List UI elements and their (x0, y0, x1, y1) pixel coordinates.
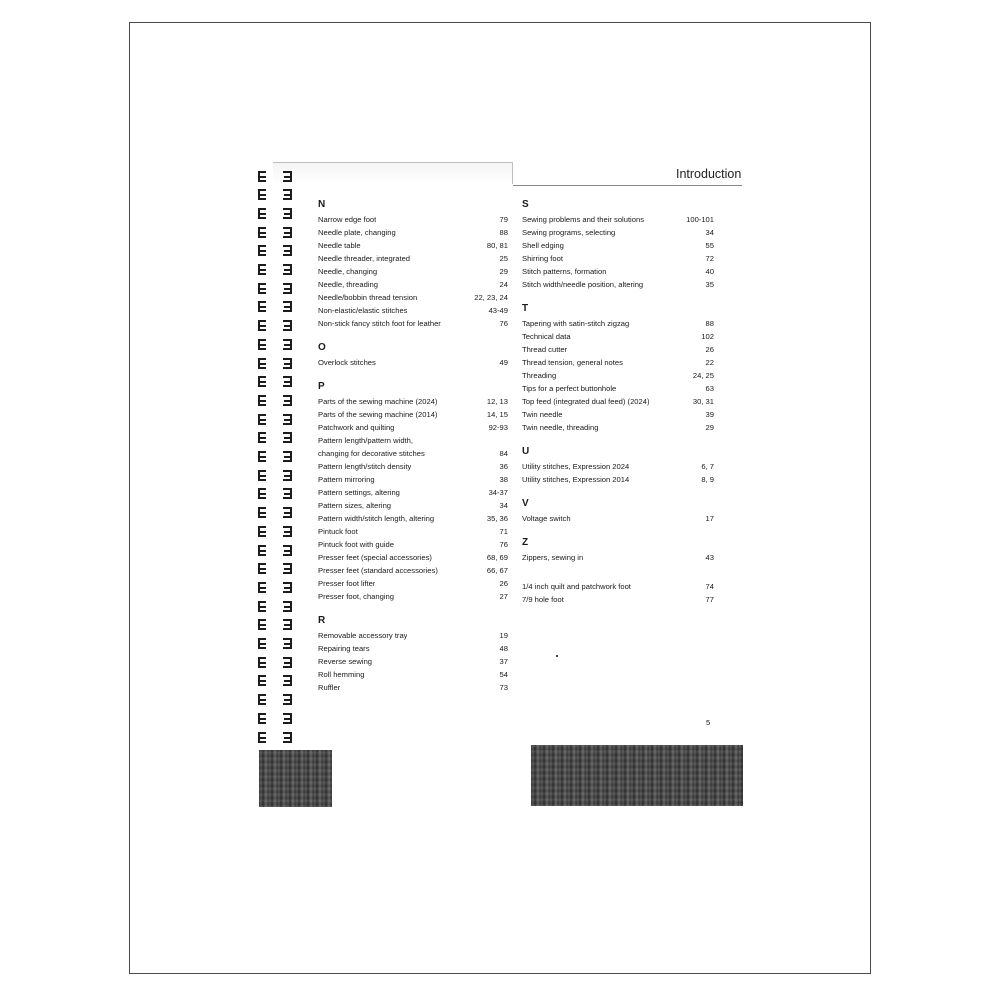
index-entry-text: Needle, threading (318, 280, 378, 289)
coil-left (258, 339, 266, 350)
index-entry (318, 512, 508, 525)
index-entry-text: Sewing programs, selecting (522, 228, 616, 237)
coil-right (283, 283, 292, 294)
index-entry (318, 421, 508, 434)
index-entry (318, 252, 508, 265)
binding-coil (258, 320, 292, 332)
coil-right (283, 376, 292, 387)
index-entry-page: 29 (705, 423, 714, 432)
index-entry-page: 38 (499, 475, 508, 484)
coil-left (258, 451, 266, 462)
index-entry-text: Tips for a perfect buttonhole (522, 384, 617, 393)
binding-coil (258, 282, 292, 294)
index-entry-text: Needle plate, changing (318, 228, 396, 237)
index-entry (522, 512, 714, 525)
coil-right (283, 694, 292, 705)
coil-right (283, 713, 292, 724)
coil-right (283, 395, 292, 406)
index-entry-text: Needle table (318, 241, 361, 250)
coil-left (258, 301, 266, 312)
index-entry-text: Thread cutter (522, 345, 568, 354)
binding-coil (258, 469, 292, 481)
index-entry-page: 17 (705, 514, 714, 523)
index-entry (318, 486, 508, 499)
index-entry-page: 27 (499, 592, 508, 601)
index-entry-page: 29 (499, 267, 508, 276)
index-entry-page: 30, 31 (692, 397, 714, 406)
page-header-title: Introduction (676, 167, 742, 181)
index-entry (318, 681, 508, 694)
index-entry-text: Threading (522, 371, 557, 380)
index-entry-text: 7/9 hole foot (522, 595, 564, 604)
coil-left (258, 320, 266, 331)
index-entry-page: 74 (705, 582, 714, 591)
index-entry (318, 668, 508, 681)
binding-coil (258, 675, 292, 687)
index-entry-page: 14, 15 (486, 410, 508, 419)
index-entry-text: Stitch patterns, formation (522, 267, 607, 276)
coil-right (283, 619, 292, 630)
index-letter-heading: Z (522, 537, 529, 548)
coil-left (258, 732, 266, 743)
index-entry-text: Non-elastic/elastic stitches (318, 306, 408, 315)
page-top-edge (273, 162, 513, 184)
index-entry-text: Parts of the sewing machine (2024) (318, 397, 438, 406)
index-entry-page: 35 (705, 280, 714, 289)
binding-coil (258, 451, 292, 463)
index-entry-text: Utility stitches, Expression 2014 (522, 475, 630, 484)
index-entry-text: Shirring foot (522, 254, 563, 263)
index-entry (522, 239, 714, 252)
index-entry (318, 590, 508, 603)
section-gap (318, 694, 508, 702)
index-entry-page: 40 (705, 267, 714, 276)
index-column-right (522, 195, 714, 614)
coil-left (258, 713, 266, 724)
index-entry-page: 12, 13 (486, 397, 508, 406)
index-entry-page: 8, 9 (701, 475, 714, 484)
index-column-left (318, 195, 508, 702)
coil-left (258, 189, 266, 200)
index-entry-text: Thread tension, general notes (522, 358, 623, 367)
index-entry-page: 66, 67 (486, 566, 508, 575)
index-entry (318, 460, 508, 473)
index-letter-heading: O (318, 342, 326, 353)
index-entry-text: Presser feet (standard accessories) (318, 566, 438, 575)
index-entry-text: Narrow edge foot (318, 215, 377, 224)
section-gap (318, 330, 508, 338)
index-entry-page: 34-37 (488, 488, 508, 497)
index-entry (318, 473, 508, 486)
binding-coil (258, 488, 292, 500)
index-spacer (522, 572, 714, 580)
index-entry (318, 408, 508, 421)
binding-coil (258, 338, 292, 350)
index-entry-page: 22, 23, 24 (474, 293, 508, 302)
index-entry (318, 655, 508, 668)
index-entry-page: 25 (499, 254, 508, 263)
coil-left (258, 526, 266, 537)
index-entry-text: Pattern length/stitch density (318, 462, 412, 471)
coil-left (258, 601, 266, 612)
binding-coil (258, 207, 292, 219)
section-gap (318, 603, 508, 611)
section-gap (522, 434, 714, 442)
index-entry (318, 538, 508, 551)
section-gap (522, 606, 714, 614)
coil-right (283, 507, 292, 518)
index-letter-heading: N (318, 199, 326, 210)
index-entry-text: Pattern mirroring (318, 475, 375, 484)
index-entry (318, 265, 508, 278)
index-letter-heading: V (522, 498, 529, 509)
index-entry (522, 421, 714, 434)
index-entry-page: 22 (705, 358, 714, 367)
coil-left (258, 545, 266, 556)
index-entry (522, 369, 714, 382)
coil-right (283, 582, 292, 593)
coil-right (283, 432, 292, 443)
index-entry-page: 24, 25 (692, 371, 714, 380)
coil-right (283, 657, 292, 668)
coil-right (283, 189, 292, 200)
index-entry-text: Patchwork and quilting (318, 423, 395, 432)
index-entry-page: 76 (499, 319, 508, 328)
index-entry-text: Utility stitches, Expression 2024 (522, 462, 630, 471)
binding-coil (258, 432, 292, 444)
index-entry-text: Pattern width/stitch length, altering (318, 514, 435, 523)
index-entry-page: 80, 81 (486, 241, 508, 250)
spiral-binding (258, 170, 292, 750)
index-entry (318, 395, 508, 408)
coil-left (258, 657, 266, 668)
header-rule (513, 185, 742, 186)
index-entry-page: 43 (705, 553, 714, 562)
scan-shadow-right (531, 745, 743, 806)
index-entry (318, 356, 508, 369)
index-entry-page: 102 (701, 332, 714, 341)
index-entry (522, 593, 714, 606)
index-entry-text: Non-stick fancy stitch foot for leather (318, 319, 441, 328)
index-entry (522, 473, 714, 486)
binding-coil (258, 563, 292, 575)
index-entry-page: 48 (499, 644, 508, 653)
index-entry-text: Stitch width/needle position, altering (522, 280, 644, 289)
index-entry-page: 34 (705, 228, 714, 237)
index-entry-text: Ruffler (318, 683, 341, 692)
index-entry (522, 317, 714, 330)
binding-coil (258, 376, 292, 388)
index-entry-page: 55 (705, 241, 714, 250)
coil-left (258, 488, 266, 499)
coil-right (283, 339, 292, 350)
coil-right (283, 208, 292, 219)
coil-right (283, 245, 292, 256)
section-gap (318, 369, 508, 377)
coil-right (283, 563, 292, 574)
binding-coil (258, 245, 292, 257)
coil-right (283, 638, 292, 649)
index-entry (318, 317, 508, 330)
index-entry (318, 629, 508, 642)
binding-coil (258, 189, 292, 201)
index-entry-text: Pattern sizes, altering (318, 501, 392, 510)
index-entry-text: Top feed (integrated dual feed) (2024) (522, 397, 650, 406)
index-entry-page: 84 (499, 449, 508, 458)
coil-left (258, 171, 266, 182)
coil-right (283, 601, 292, 612)
index-entry-text: Twin needle, threading (522, 423, 599, 432)
index-entry-text: Needle threader, integrated (318, 254, 411, 263)
index-entry (522, 226, 714, 239)
binding-coil (258, 226, 292, 238)
index-entry (522, 265, 714, 278)
index-entry (522, 252, 714, 265)
index-entry (318, 291, 508, 304)
section-gap (522, 486, 714, 494)
index-entry (522, 395, 714, 408)
index-entry (522, 580, 714, 593)
coil-left (258, 470, 266, 481)
index-entry-page: 88 (705, 319, 714, 328)
index-entry-page: 63 (705, 384, 714, 393)
index-letter-heading: T (522, 303, 529, 314)
index-entry-page: 37 (499, 657, 508, 666)
coil-right (283, 358, 292, 369)
index-entry-page: 54 (499, 670, 508, 679)
binding-coil (258, 357, 292, 369)
coil-right (283, 675, 292, 686)
index-entry-page: 92-93 (488, 423, 508, 432)
index-entry (522, 278, 714, 291)
index-entry-page: 34 (499, 501, 508, 510)
coil-right (283, 470, 292, 481)
index-entry (522, 460, 714, 473)
binding-coil (258, 264, 292, 276)
index-entry-text: Removable accessory tray (318, 631, 408, 640)
coil-left (258, 582, 266, 593)
binding-coil (258, 712, 292, 724)
section-gap (522, 291, 714, 299)
index-entry-page: 19 (499, 631, 508, 640)
binding-coil (258, 301, 292, 313)
coil-left (258, 619, 266, 630)
index-entry (318, 577, 508, 590)
index-entry-text: Technical data (522, 332, 571, 341)
index-entry (318, 213, 508, 226)
index-entry-text: Shell edging (522, 241, 564, 250)
coil-right (283, 320, 292, 331)
index-entry-page: 49 (499, 358, 508, 367)
index-entry-text: Pattern length/pattern width, changing for decorative stitches (318, 436, 425, 458)
coil-left (258, 675, 266, 686)
index-entry-text: Roll hemming (318, 670, 365, 679)
coil-left (258, 563, 266, 574)
index-entry-text: Parts of the sewing machine (2014) (318, 410, 438, 419)
index-letter-heading: R (318, 615, 326, 626)
coil-right (283, 451, 292, 462)
binding-coil (258, 656, 292, 668)
binding-coil (258, 525, 292, 537)
index-entry-text: Presser foot, changing (318, 592, 394, 601)
binding-coil (258, 394, 292, 406)
index-entry (522, 356, 714, 369)
index-entry-text: Presser feet (special accessories) (318, 553, 432, 562)
index-entry-text: Repairing tears (318, 644, 370, 653)
page-number: 5 (706, 718, 711, 727)
index-entry (318, 226, 508, 239)
coil-left (258, 638, 266, 649)
index-entry-text: Pintuck foot (318, 527, 358, 536)
coil-right (283, 414, 292, 425)
section-gap (522, 564, 714, 572)
index-entry-page: 77 (705, 595, 714, 604)
index-entry (522, 408, 714, 421)
index-entry-text: Tapering with satin-stitch zigzag (522, 319, 630, 328)
coil-right (283, 488, 292, 499)
index-entry-page: 79 (499, 215, 508, 224)
index-entry (318, 499, 508, 512)
index-entry-page: 24 (499, 280, 508, 289)
coil-right (283, 227, 292, 238)
index-entry (318, 551, 508, 564)
binding-coil (258, 581, 292, 593)
binding-coil (258, 600, 292, 612)
coil-left (258, 358, 266, 369)
coil-left (258, 432, 266, 443)
coil-right (283, 732, 292, 743)
scan-shadow-left (259, 750, 332, 807)
index-entry-text: Overlock stitches (318, 358, 376, 367)
index-entry (318, 278, 508, 291)
index-entry-page: 68, 69 (486, 553, 508, 562)
coil-right (283, 301, 292, 312)
index-entry-page: 76 (499, 540, 508, 549)
index-letter-heading: S (522, 199, 529, 210)
index-entry-page: 43-49 (488, 306, 508, 315)
index-entry-text: Pintuck foot with guide (318, 540, 394, 549)
index-entry-text: Reverse sewing (318, 657, 373, 666)
binding-coil (258, 619, 292, 631)
index-entry (522, 382, 714, 395)
index-entry-text: Zippers, sewing in (522, 553, 584, 562)
coil-right (283, 545, 292, 556)
index-entry-page: 71 (499, 527, 508, 536)
index-entry (522, 330, 714, 343)
index-entry-text: Twin needle (522, 410, 563, 419)
index-entry-page: 88 (499, 228, 508, 237)
index-entry-page: 6, 7 (701, 462, 714, 471)
index-entry-page: 39 (705, 410, 714, 419)
index-entry (522, 213, 714, 226)
index-entry-page: 26 (705, 345, 714, 354)
index-entry (522, 343, 714, 356)
coil-right (283, 171, 292, 182)
index-entry-page: 100-101 (686, 215, 714, 224)
index-entry-text: Needle, changing (318, 267, 378, 276)
coil-left (258, 208, 266, 219)
index-entry-text: 1/4 inch quilt and patchwork foot (522, 582, 631, 591)
binding-coil (258, 638, 292, 650)
index-entry (318, 239, 508, 252)
index-entry-page: 26 (499, 579, 508, 588)
index-entry-text: Presser foot lifter (318, 579, 376, 588)
coil-left (258, 694, 266, 705)
index-entry (522, 551, 714, 564)
coil-left (258, 507, 266, 518)
index-letter-heading: U (522, 446, 530, 457)
index-letter-heading: P (318, 381, 325, 392)
index-entry-page: 36 (499, 462, 508, 471)
index-entry-text: Pattern settings, altering (318, 488, 400, 497)
coil-left (258, 376, 266, 387)
binding-coil (258, 731, 292, 743)
index-entry-text: Voltage switch (522, 514, 571, 523)
index-entry-page: 73 (499, 683, 508, 692)
coil-left (258, 414, 266, 425)
binding-coil (258, 694, 292, 706)
index-entry (318, 304, 508, 317)
coil-left (258, 264, 266, 275)
index-entry (318, 564, 508, 577)
index-entry-page: 72 (705, 254, 714, 263)
binding-coil (258, 413, 292, 425)
index-entry (318, 525, 508, 538)
index-entry (318, 434, 508, 460)
index-entry-text: Sewing problems and their solutions (522, 215, 644, 224)
index-entry-text: Needle/bobbin thread tension (318, 293, 418, 302)
section-gap (522, 525, 714, 533)
binding-coil (258, 170, 292, 182)
binding-coil (258, 544, 292, 556)
index-entry (318, 642, 508, 655)
coil-left (258, 227, 266, 238)
coil-right (283, 526, 292, 537)
coil-right (283, 264, 292, 275)
coil-left (258, 395, 266, 406)
binding-coil (258, 507, 292, 519)
index-entry-page: 35, 36 (486, 514, 508, 523)
coil-left (258, 283, 266, 294)
coil-left (258, 245, 266, 256)
scan-speck (556, 655, 558, 657)
